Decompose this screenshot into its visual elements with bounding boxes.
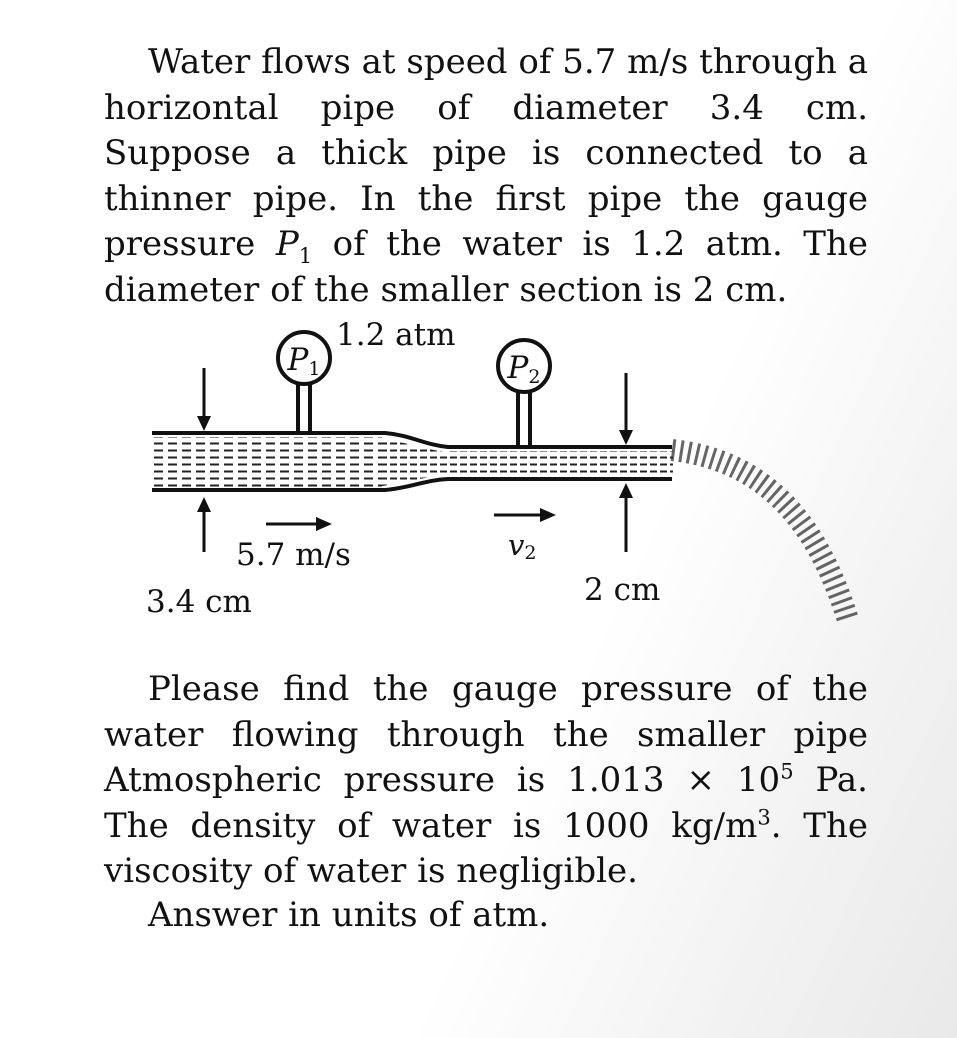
svg-text:v2 <box>508 528 536 564</box>
exponent-5: 5 <box>780 758 794 784</box>
water-jet <box>672 450 848 620</box>
v2-subscript: 2 <box>524 542 537 564</box>
pressure-label: 1.2 atm <box>336 317 456 353</box>
problem-question <box>104 667 868 895</box>
v2-symbol: v <box>508 528 525 562</box>
intro-text-2: of the water is 1.2 atm. The diameter of the smaller section is 2 cm. <box>104 224 868 310</box>
gauge2-subscript: 2 <box>528 366 541 388</box>
p1-symbol: P <box>275 224 299 264</box>
pressure-gauge-p1 <box>278 332 330 433</box>
pipe-diagram <box>0 300 957 650</box>
flow-lines-wide <box>152 437 448 487</box>
gauge1-symbol: P <box>287 342 309 378</box>
flow-lines-narrow <box>448 451 673 477</box>
problem-intro <box>104 40 868 313</box>
diameter-label-wide: 3.4 cm <box>146 584 252 620</box>
question-text-3: . The viscosity of water is negligible. <box>104 805 869 891</box>
gauge2-symbol: P <box>507 350 529 386</box>
diameter-label-narrow: 2 cm <box>584 572 661 608</box>
pressure-gauge-p2 <box>498 340 550 447</box>
answer-units: Answer in units of atm. <box>148 895 550 935</box>
exponent-3: 3 <box>757 804 771 830</box>
velocity-arrow-1 <box>266 517 332 531</box>
p1-subscript: 1 <box>298 242 313 268</box>
intro-text-1: Water flows at speed of 5.7 m/s through a horizontal pipe of diameter 3.4 cm. Suppose a thick pipe is connected to a thinner pipe. In the first pipe the gauge pressure <box>104 42 868 264</box>
question-text-2: Pa. The density of water is 1000 kg/m <box>104 760 868 846</box>
speed-label: 5.7 m/s <box>236 537 351 573</box>
velocity-arrow-2 <box>494 508 556 522</box>
question-text-1: Please find the gauge pressure of the water flowing through the smaller pipe Atmospheric pressure is 1.013 × 10 <box>104 669 868 800</box>
gauge1-subscript: 1 <box>308 358 321 380</box>
